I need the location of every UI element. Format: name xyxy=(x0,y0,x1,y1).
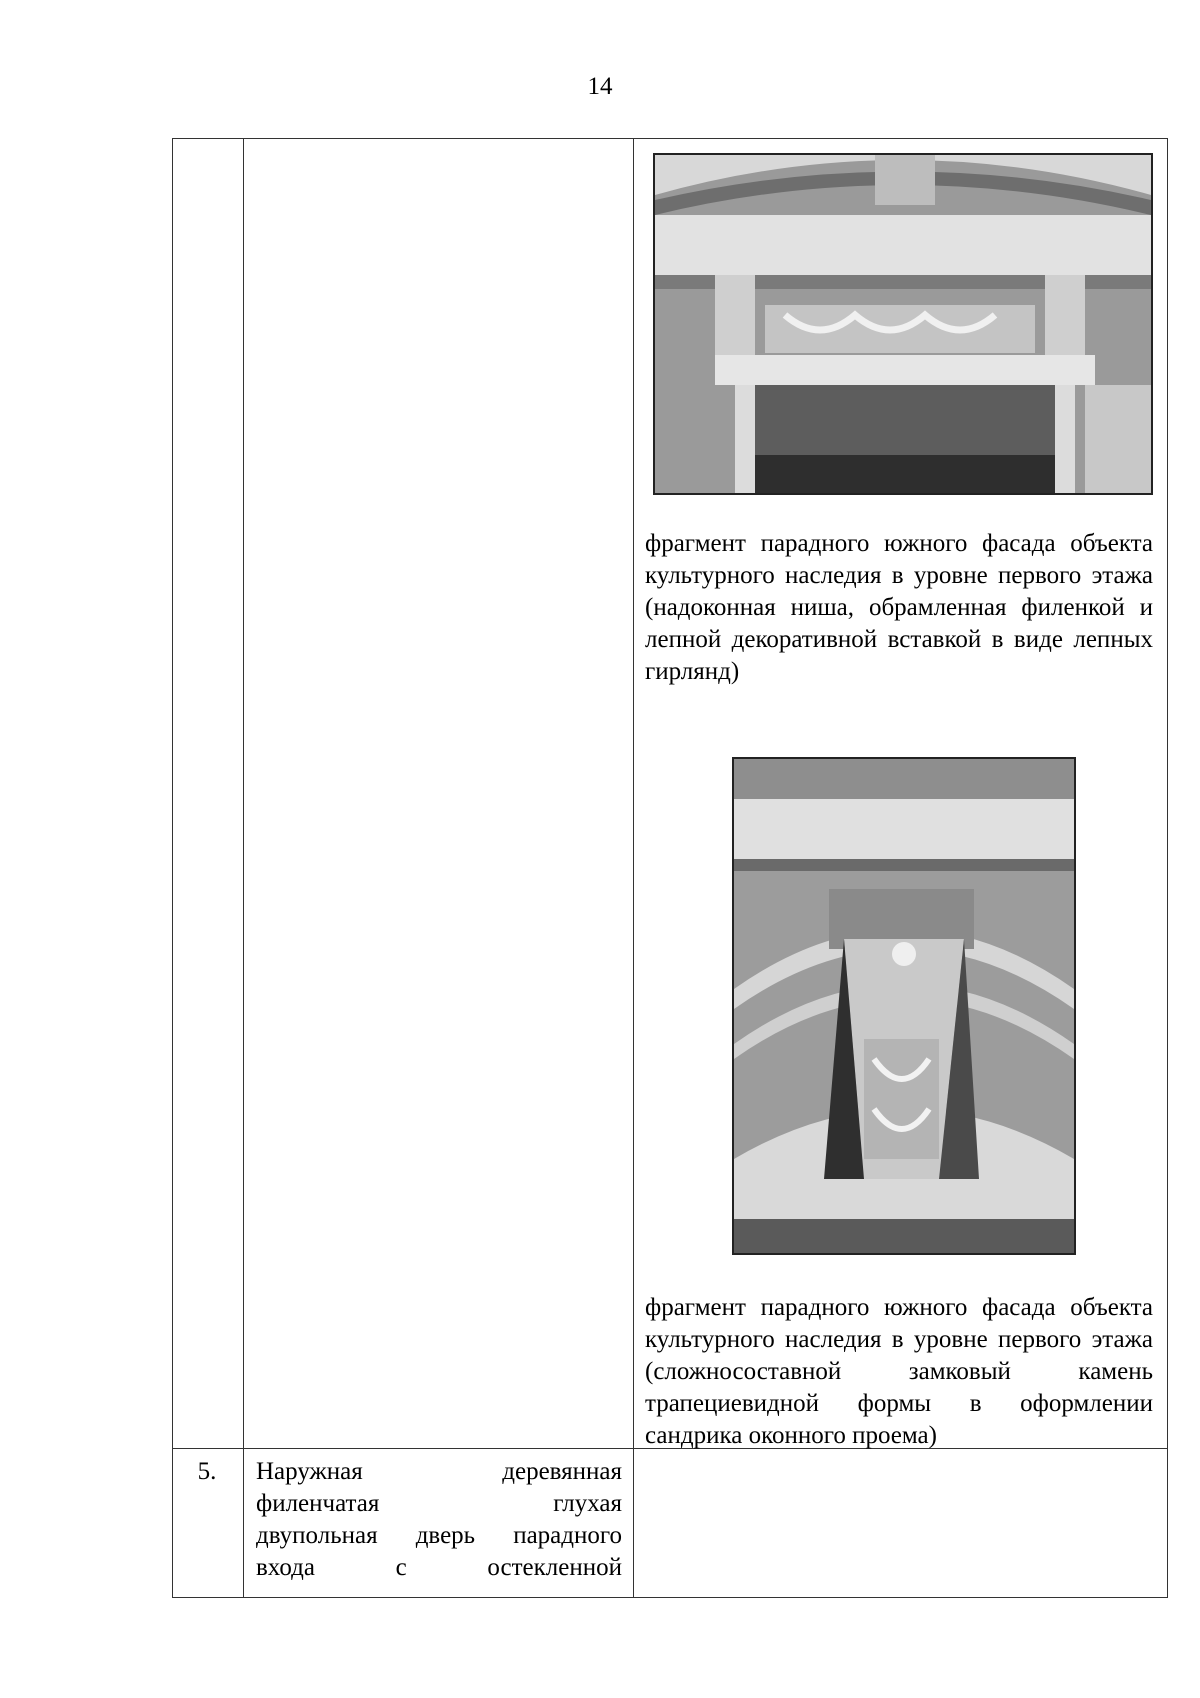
column-divider xyxy=(243,139,244,1597)
item-description xyxy=(256,1456,622,1584)
description-line: Наружная деревянная xyxy=(256,1458,622,1485)
description-line: двупольная дверь парадного xyxy=(256,1522,622,1549)
page-number: 14 xyxy=(587,73,613,100)
keystone-photo-image xyxy=(734,759,1074,1253)
description-line: филенчатая глухая xyxy=(256,1490,622,1517)
caption-keystone: фрагмент парадного южного фасада объекта культурного наследия в уровне первого этажа (сложносоставной замковый камень трапециевидной формы в оформлении сандрика оконного проема) xyxy=(645,1294,1153,1449)
caption-niche: фрагмент парадного южного фасада объекта культурного наследия в уровне первого этажа (надоконная ниша, обрамленная филенкой и лепной декоративной вставкой в виде лепных гирлянд) xyxy=(645,530,1153,685)
facade-photo-keystone xyxy=(732,757,1076,1255)
facade-photo-niche xyxy=(653,153,1153,495)
column-divider xyxy=(633,139,634,1597)
row-number: 5. xyxy=(197,1458,217,1485)
description-line: входа с остекленной xyxy=(256,1554,622,1581)
niche-photo-image xyxy=(655,155,1151,493)
